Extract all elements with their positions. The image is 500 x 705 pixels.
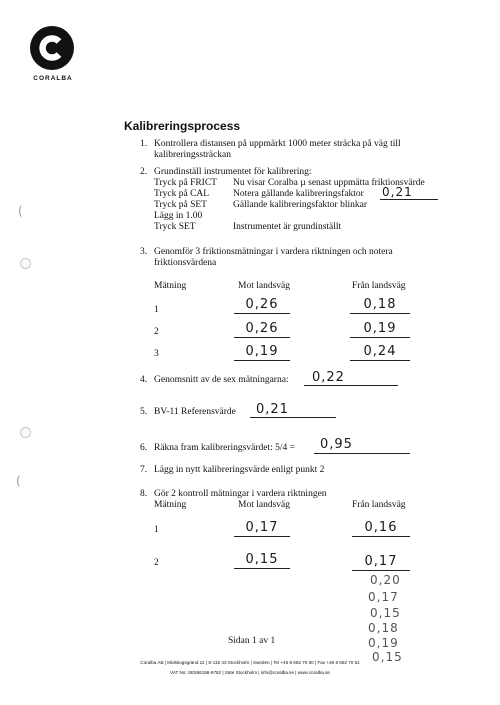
step-8-text: Gör 2 kontroll mätningar i vardera riktningen bbox=[154, 489, 327, 499]
step-1-text: Kontrollera distansen på uppmärkt 1000 meter sträcka på väg till kalibreringssträckan bbox=[154, 139, 401, 160]
step-2-result: Instrumentet är grundinställt bbox=[233, 222, 342, 232]
mot-value: 0,15 bbox=[234, 551, 290, 569]
step-7-text: Lägg in nytt kalibreringsvärde enligt punkt 2 bbox=[154, 465, 325, 475]
col-header-mot: Mot landsväg bbox=[238, 281, 290, 291]
mot-value: 0,19 bbox=[234, 343, 290, 361]
col-header-mot: Mot landsväg bbox=[238, 500, 290, 510]
col-header-matning: Mätning bbox=[154, 281, 187, 291]
page-title: Kalibreringsprocess bbox=[124, 119, 241, 133]
calibration-value: 0,95 bbox=[314, 437, 410, 454]
footer-line-2: VAT No: SE556158-9762 | Säte Stockholm | info@coralba.se | www.coralba.se bbox=[170, 670, 330, 675]
step-2-intro: Grundinställ instrumentet för kalibrering: bbox=[154, 167, 312, 177]
step-3-text: Genomför 3 friktionsmätningar i vardera riktningen och notera friktionsvärdena bbox=[154, 247, 393, 268]
extra-value: 0,19 bbox=[368, 636, 399, 650]
extra-value: 0,18 bbox=[368, 621, 399, 635]
measurement-number: 1 bbox=[154, 305, 159, 315]
footer-line-1: Coralba AB | Midskogsgränd 11 | S-115 43 Stockholm | Sweden | Tel +46 8 662 70 60 | Fax +46 8 662 70 61 bbox=[140, 660, 360, 665]
col-header-fran: Från landsväg bbox=[352, 281, 406, 291]
reference-value: 0,21 bbox=[250, 402, 336, 418]
mot-value: 0,26 bbox=[234, 320, 290, 338]
step-2-number: 2. bbox=[140, 167, 148, 177]
step-6-number: 6. bbox=[140, 443, 148, 453]
step-3-number: 3. bbox=[140, 247, 148, 257]
step-1-number: 1. bbox=[140, 139, 148, 149]
step-2-action: Tryck på FRICT bbox=[154, 178, 217, 188]
step-2-action: Tryck SET bbox=[154, 222, 196, 232]
extra-value: 0,20 bbox=[370, 573, 401, 587]
step-4-label: Genomsnitt av de sex mätningarna: bbox=[154, 375, 289, 385]
fran-value: 0,17 bbox=[352, 553, 410, 571]
step-5-number: 5. bbox=[140, 407, 148, 417]
brand-name: CORALBA bbox=[33, 75, 73, 82]
fran-value: 0,18 bbox=[350, 296, 410, 314]
step-2-result: Nu visar Coralba µ senast uppmätta friktionsvärde bbox=[233, 178, 425, 188]
fran-value: 0,16 bbox=[352, 519, 410, 537]
step-8-number: 8. bbox=[140, 489, 148, 499]
extra-value: 0,17 bbox=[368, 590, 399, 604]
binder-hole bbox=[20, 258, 31, 269]
step-2-result: Notera gällande kalibreringsfaktor bbox=[233, 189, 364, 199]
coralba-logo-icon bbox=[28, 24, 76, 72]
step-4-number: 4. bbox=[140, 375, 148, 385]
measurement-number: 1 bbox=[154, 525, 159, 535]
measurement-number: 2 bbox=[154, 558, 159, 568]
col-header-fran: Från landsväg bbox=[352, 500, 406, 510]
fran-value: 0,24 bbox=[350, 343, 410, 361]
fran-value: 0,19 bbox=[350, 320, 410, 338]
step-2-action: Lägg in 1.00 bbox=[154, 211, 203, 221]
page-number-label: Sidan 1 av 1 bbox=[228, 636, 276, 646]
binder-hole bbox=[20, 427, 31, 438]
col-header-matning: Mätning bbox=[154, 500, 187, 510]
step-7-number: 7. bbox=[140, 465, 148, 475]
step-2-action: Tryck på SET bbox=[154, 200, 207, 210]
measurement-number: 3 bbox=[154, 349, 159, 359]
measurement-number: 2 bbox=[154, 327, 159, 337]
cal-factor-value: 0,21 bbox=[380, 185, 438, 200]
step-6-label: Räkna fram kalibreringsvärdet: 5/4 = bbox=[154, 443, 295, 453]
step-5-label: BV-11 Referensvärde bbox=[154, 407, 236, 417]
extra-value: 0,15 bbox=[370, 606, 401, 620]
mot-value: 0,26 bbox=[234, 296, 290, 314]
average-value: 0,22 bbox=[304, 370, 398, 386]
step-2-action: Tryck på CAL bbox=[154, 189, 210, 199]
margin-mark: ( bbox=[18, 204, 23, 218]
brand-logo bbox=[28, 24, 76, 80]
step-2-result: Gällande kalibreringsfaktor blinkar bbox=[233, 200, 368, 210]
extra-value: 0,15 bbox=[372, 650, 403, 664]
mot-value: 0,17 bbox=[234, 519, 290, 537]
margin-mark: ( bbox=[16, 474, 21, 488]
